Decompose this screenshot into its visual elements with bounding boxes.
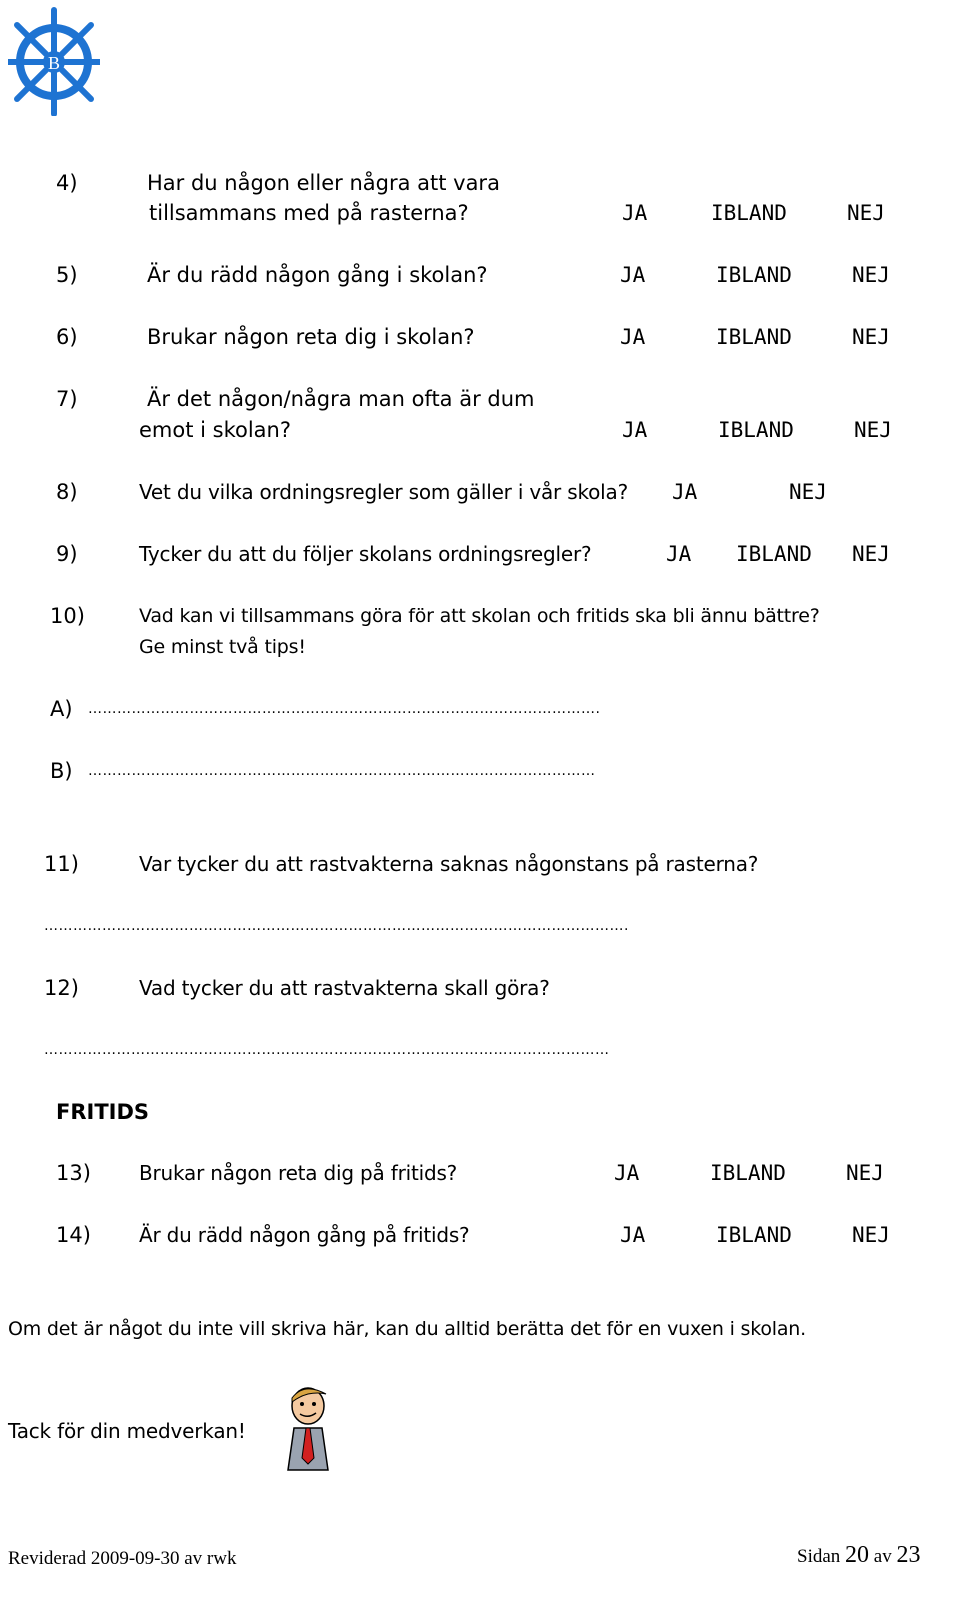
q11-number: 11) xyxy=(44,852,79,876)
q8-text: Vet du vilka ordningsregler som gäller i vår skola? xyxy=(139,480,628,504)
q6-option-ibland[interactable]: IBLAND xyxy=(716,325,792,349)
q12-text: Vad tycker du att rastvakterna skall göra? xyxy=(139,976,550,1000)
logo-letter: B xyxy=(47,53,61,73)
q6-option-nej[interactable]: NEJ xyxy=(852,325,890,349)
q4-option-nej[interactable]: NEJ xyxy=(847,201,885,225)
q14-option-ja[interactable]: JA xyxy=(620,1223,646,1247)
q4-option-ibland[interactable]: IBLAND xyxy=(711,201,787,225)
q4-text-line2: tillsammans med på rasterna? xyxy=(149,201,469,225)
q13-option-nej[interactable]: NEJ xyxy=(846,1161,884,1185)
q9-text: Tycker du att du följer skolans ordningsregler? xyxy=(139,542,592,566)
ship-wheel-icon xyxy=(8,4,100,116)
q13-number: 13) xyxy=(56,1161,91,1185)
q14-text: Är du rädd någon gång på fritids? xyxy=(139,1223,470,1247)
q13-option-ibland[interactable]: IBLAND xyxy=(710,1161,786,1185)
q9-option-ibland[interactable]: IBLAND xyxy=(736,542,812,566)
footer-page-number xyxy=(797,1542,920,1570)
q7-option-ibland[interactable]: IBLAND xyxy=(718,418,794,442)
q13-text: Brukar någon reta dig på fritids? xyxy=(139,1161,458,1185)
q5-option-ibland[interactable]: IBLAND xyxy=(716,263,792,287)
footer-revision: Reviderad 2009-09-30 av rwk xyxy=(8,1548,237,1569)
q10-text-line2: Ge minst två tips! xyxy=(139,636,306,658)
q10-number: 10) xyxy=(50,604,85,628)
q14-option-ibland[interactable]: IBLAND xyxy=(716,1223,792,1247)
q5-number: 5) xyxy=(56,263,78,287)
closing-note: Om det är något du inte vill skriva här, kan du alltid berätta det för en vuxen i skolan. xyxy=(8,1318,806,1340)
q4-number: 4) xyxy=(56,171,78,195)
q7-option-nej[interactable]: NEJ xyxy=(854,418,892,442)
q9-option-nej[interactable]: NEJ xyxy=(852,542,890,566)
q4-option-ja[interactable]: JA xyxy=(622,201,648,225)
q14-option-nej[interactable]: NEJ xyxy=(852,1223,890,1247)
q4-text-line1: Har du någon eller några att vara xyxy=(147,171,500,195)
section-heading-fritids: FRITIDS xyxy=(56,1100,150,1124)
q7-text-line1: Är det någon/några man ofta är dum xyxy=(147,387,535,411)
q7-number: 7) xyxy=(56,387,78,411)
q7-option-ja[interactable]: JA xyxy=(622,418,648,442)
q10-answer-b-line[interactable]: …………………………………………………………………………………………… xyxy=(88,763,596,779)
q6-text: Brukar någon reta dig i skolan? xyxy=(147,325,475,349)
q8-option-nej[interactable]: NEJ xyxy=(789,480,827,504)
q9-number: 9) xyxy=(56,542,78,566)
q10-answer-a-label: A) xyxy=(50,697,73,721)
q11-answer-line[interactable]: …………………………………………………………………………………………………………. xyxy=(44,918,629,934)
closing-thanks: Tack för din medverkan! xyxy=(8,1419,246,1443)
q12-number: 12) xyxy=(44,976,79,1000)
q6-number: 6) xyxy=(56,325,78,349)
q8-option-ja[interactable]: JA xyxy=(672,480,698,504)
q8-number: 8) xyxy=(56,480,78,504)
q12-answer-line[interactable]: ……………………………………………………………………………………………………… xyxy=(44,1042,610,1058)
q5-text: Är du rädd någon gång i skolan? xyxy=(147,263,488,287)
q6-option-ja[interactable]: JA xyxy=(620,325,646,349)
q7-text-line2: emot i skolan? xyxy=(139,418,292,442)
q14-number: 14) xyxy=(56,1223,91,1247)
q10-answer-a-line[interactable]: ……………………………………………………………………………………………. xyxy=(88,701,601,717)
footer-page-total: 23 xyxy=(896,1542,921,1568)
cartoon-man-icon xyxy=(274,1384,336,1480)
q5-option-nej[interactable]: NEJ xyxy=(852,263,890,287)
footer-page-prefix: Sidan xyxy=(797,1546,841,1567)
q10-text-line1: Vad kan vi tillsammans göra för att skolan och fritids ska bli ännu bättre? xyxy=(139,605,820,627)
q13-option-ja[interactable]: JA xyxy=(614,1161,640,1185)
q5-option-ja[interactable]: JA xyxy=(620,263,646,287)
q11-text: Var tycker du att rastvakterna saknas någonstans på rasterna? xyxy=(139,852,759,876)
footer-page-current: 20 xyxy=(845,1542,870,1568)
q9-option-ja[interactable]: JA xyxy=(666,542,692,566)
footer-page-of: av xyxy=(873,1546,892,1567)
q10-answer-b-label: B) xyxy=(50,759,73,783)
